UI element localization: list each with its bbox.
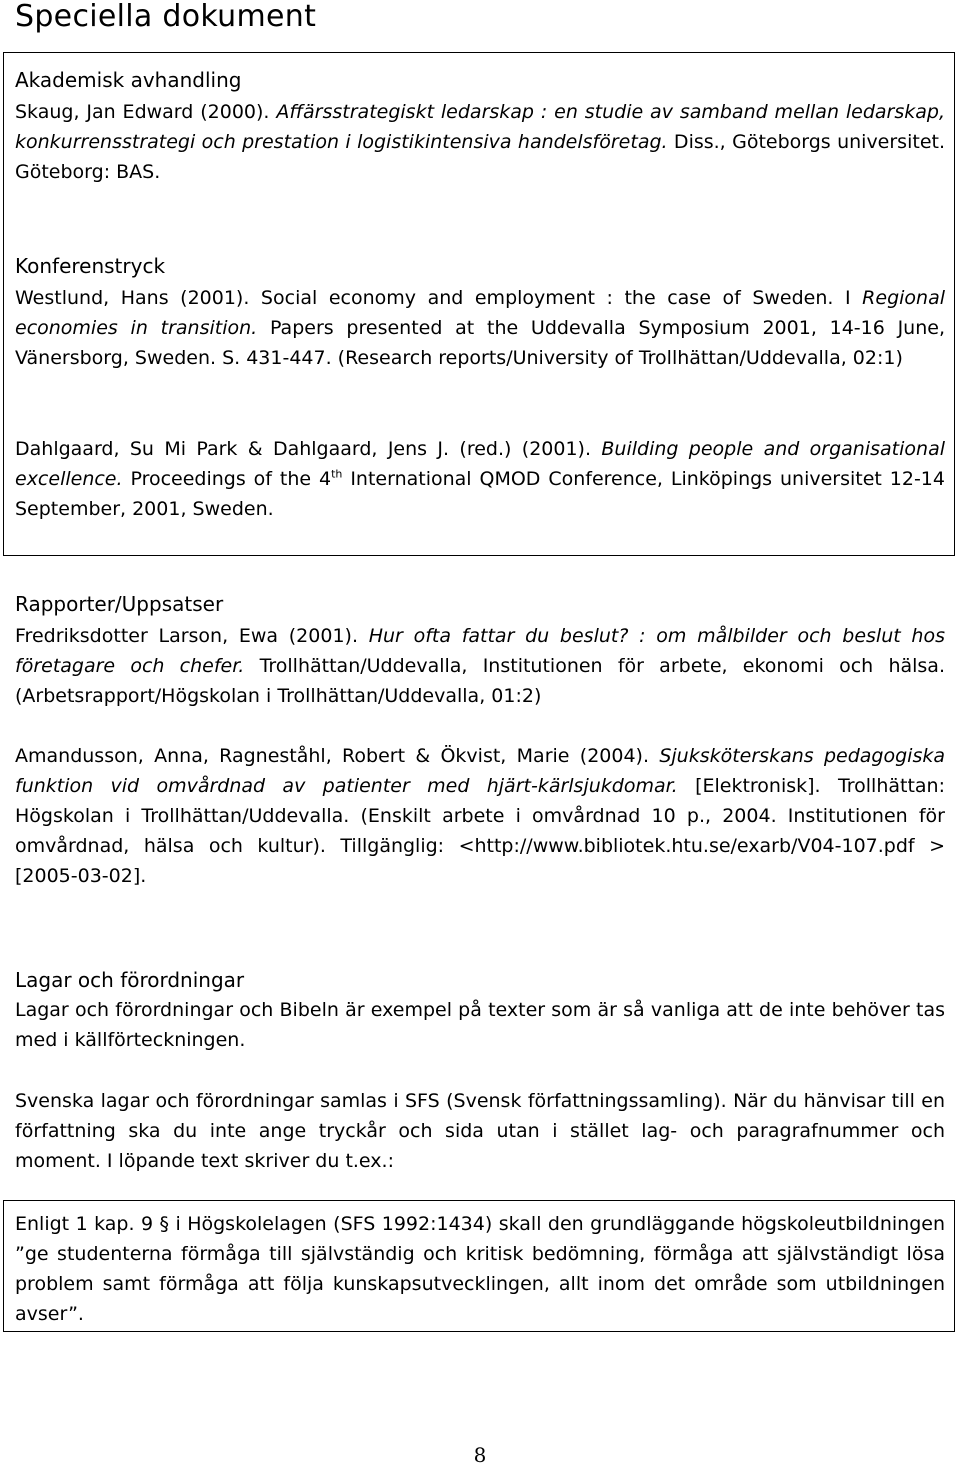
entry-rapporter-1: Fredriksdotter Larson, Ewa (2001). Hur ofta fattar du beslut? : om målbilder och beslut hos företagare och chefer. Trollhättan/Uddevalla, Institutionen för arbete, ekonomi och hälsa. (Arbetsrapport/Högskolan i Trollhättan/Uddevalla, 01:2)	[15, 625, 945, 707]
lagar-paragraph-1: Lagar och förordningar och Bibeln är exempel på texter som är så vanliga att de inte behöver tas med i källförteckningen.	[15, 999, 945, 1051]
heading-lagar-forordningar: Lagar och förordningar	[15, 968, 245, 992]
entry-rapporter-2: Amandusson, Anna, Ragneståhl, Robert & Ökvist, Marie (2004). Sjuksköterskans pedagogiska funktion vid omvårdnad av patienter med hjärt-kärlsjukdomar. [Elektronisk]. Trollhättan: Högskolan i Trollhättan/Uddevalla. (Enskilt arbete i omvårdnad 10 p., 2004. Institutionen för omvårdnad, hälsa och kultur). Tillgänglig: <http://www.bibliotek.htu.se/exarb/V04-107.pdf > [2005-03-02].	[15, 745, 946, 887]
page-number: 8	[473, 1443, 487, 1467]
entry-konferens-2: Dahlgaard, Su Mi Park & Dahlgaard, Jens J. (red.) (2001). Building people and organisational excellence. Proceedings of the 4th International QMOD Conference, Linköpings universitet 12-14 September, 2001, Sweden.	[15, 438, 945, 520]
page-title: Speciella dokument	[15, 0, 317, 34]
lagar-paragraph-2: Svenska lagar och förordningar samlas i SFS (Svensk författningssamling). När du hänvisar till en författning ska du inte ange tryckår och sida utan i stället lag- och paragrafnummer och moment. I löpande text skriver du t.ex.:	[15, 1090, 945, 1172]
heading-konferenstryck: Konferenstryck	[15, 254, 166, 278]
heading-akademisk-avhandling: Akademisk avhandling	[15, 68, 242, 92]
entry-akademisk: Skaug, Jan Edward (2000). Affärsstrategiskt ledarskap : en studie av samband mellan ledarskap, konkurrensstrategi och prestation i logistikintensiva handelsföretag. Diss., Göteborgs universitet. Göteborg: BAS.	[15, 101, 946, 183]
entry-konferens-1: Westlund, Hans (2001). Social economy and employment : the case of Sweden. I Regional economies in transition. Papers presented at the Uddevalla Symposium 2001, 14-16 June, Vänersborg, Sweden. S. 431-447. (Research reports/University of Trollhättan/Uddevalla, 02:1)	[15, 287, 945, 369]
heading-rapporter-uppsatser: Rapporter/Uppsatser	[15, 592, 224, 616]
lagar-quote: Enligt 1 kap. 9 § i Högskolelagen (SFS 1992:1434) skall den grundläggande högskoleutbildningen ”ge studenterna förmåga till självständig och kritisk bedömning, förmåga att självständigt lösa problem samt förmåga att följa kunskapsutvecklingen, allt inom det område som utbildningen avser”.	[15, 1213, 945, 1325]
